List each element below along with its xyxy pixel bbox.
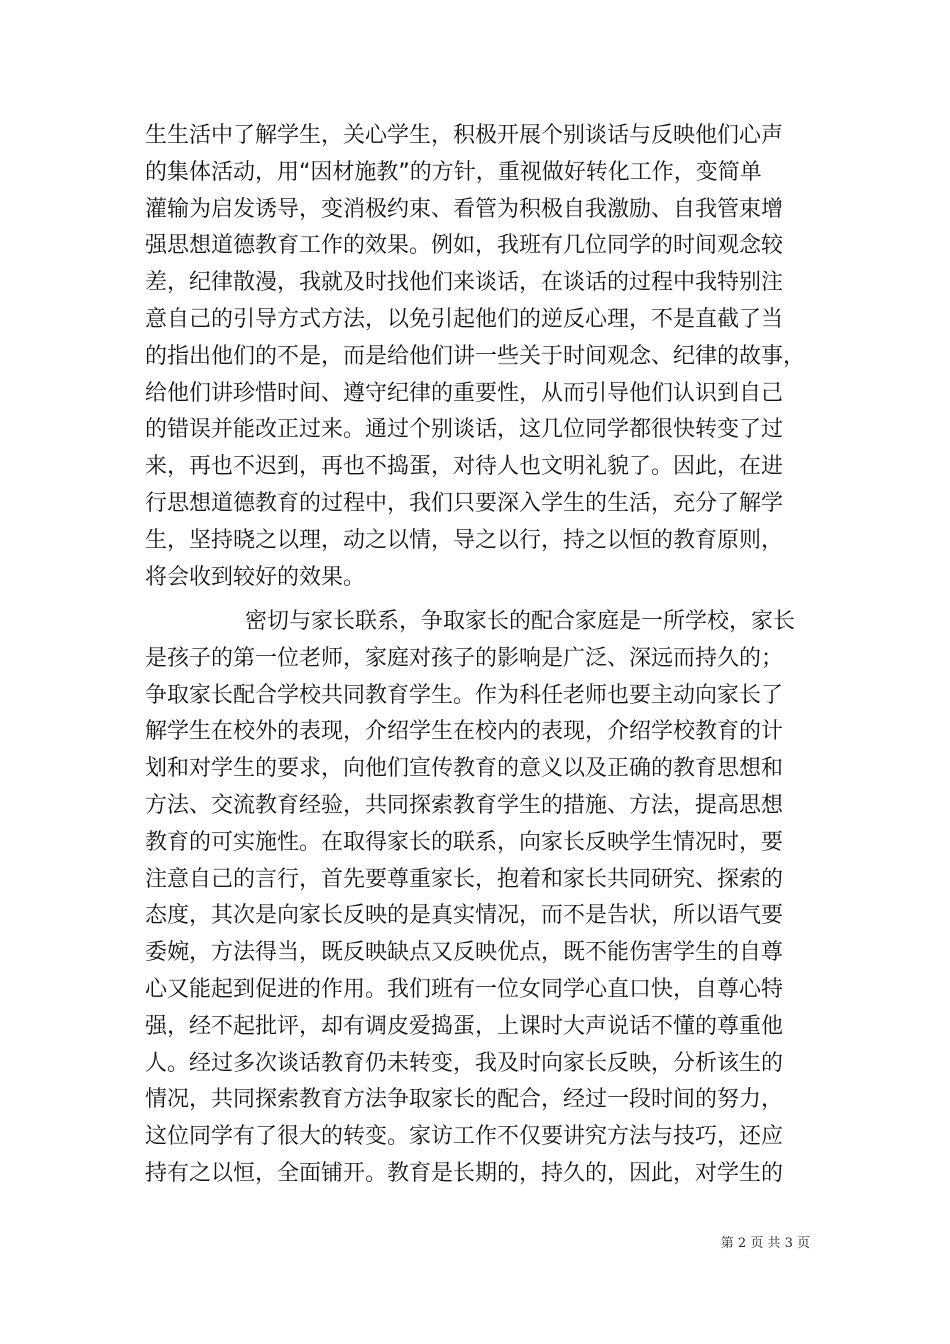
text-line: 教育的可实施性。在取得家长的联系，向家长反映学生情况时，要 xyxy=(145,829,784,855)
text-line: 解学生在校外的表现，介绍学生在校内的表现，介绍学校教育的计 xyxy=(145,719,784,745)
text-line: 将会收到较好的效果。 xyxy=(145,564,366,590)
text-line: 是孩子的第一位老师，家庭对孩子的影响是广泛、深远而持久的； xyxy=(145,645,784,671)
text-line: 委婉，方法得当，既反映缺点又反映优点，既不能伤害学生的自尊 xyxy=(145,940,784,966)
text-line: 心又能起到促进的作用。我们班有一位女同学心直口快，自尊心特 xyxy=(145,976,784,1002)
text-line: 灌输为启发诱导，变消极约束、看管为积极自我激励、自我管束增 xyxy=(145,196,784,222)
text-line: 的错误并能改正过来。通过个别谈话，这几位同学都很快转变了过 xyxy=(145,417,784,443)
text-line: 方法、交流教育经验，共同探索教育学生的措施、方法，提高思想 xyxy=(145,792,784,818)
text-line: 给他们讲珍惜时间、遵守纪律的重要性，从而引导他们认识到自己 xyxy=(145,380,784,406)
page-number-footer: 第 2 页 共 3 页 xyxy=(720,1236,810,1251)
text-line: 强思想道德教育工作的效果。例如，我班有几位同学的时间观念较 xyxy=(145,233,784,259)
text-line: 来，再也不迟到，再也不捣蛋，对待人也文明礼貌了。因此，在进 xyxy=(145,454,784,480)
text-line: 情况，共同探索教育方法争取家长的配合，经过一段时间的努力， xyxy=(145,1087,784,1113)
paragraph-2 xyxy=(145,604,825,1193)
paragraph-1 xyxy=(145,118,825,596)
text-line: 生生活中了解学生，关心学生，积极开展个别谈话与反映他们心声 xyxy=(145,123,784,148)
text-line: 意自己的引导方式方法，以免引起他们的逆反心理，不是直截了当 xyxy=(145,306,784,332)
text-line: 行思想道德教育的过程中，我们只要深入学生的生活，充分了解学 xyxy=(145,490,784,516)
text-line: 的集体活动，用“因材施教”的方针，重视做好转化工作，变简单 xyxy=(145,159,762,185)
text-line: 人。经过多次谈话教育仍未转变，我及时向家长反映，分析该生的 xyxy=(145,1050,784,1076)
text-line: 划和对学生的要求，向他们宣传教育的意义以及正确的教育思想和 xyxy=(145,756,784,782)
text-line: 的指出他们的不是，而是给他们讲一些关于时间观念、纪律的故事， xyxy=(145,343,806,369)
text-line: 差，纪律散漫，我就及时找他们来谈话，在谈话的过程中我特别注 xyxy=(145,270,784,296)
text-line-indented: 密切与家长联系，争取家长的配合家庭是一所学校，家长 xyxy=(245,609,796,634)
text-line: 生，坚持晓之以理，动之以情，导之以行，持之以恒的教育原则， xyxy=(145,527,784,553)
text-line: 强，经不起批评，却有调皮爱捣蛋，上课时大声说话不懂的尊重他 xyxy=(145,1013,784,1039)
text-line: 争取家长配合学校共同教育学生。作为科任老师也要主动向家长了 xyxy=(145,682,784,708)
text-line: 态度，其次是向家长反映的是真实情况，而不是告状，所以语气要 xyxy=(145,903,784,929)
text-line: 持有之以恒，全面铺开。教育是长期的，持久的，因此，对学生的 xyxy=(145,1160,784,1186)
text-line: 这位同学有了很大的转变。家访工作不仅要讲究方法与技巧，还应 xyxy=(145,1124,784,1150)
text-line: 注意自己的言行，首先要尊重家长，抱着和家长共同研究、探索的 xyxy=(145,866,784,892)
